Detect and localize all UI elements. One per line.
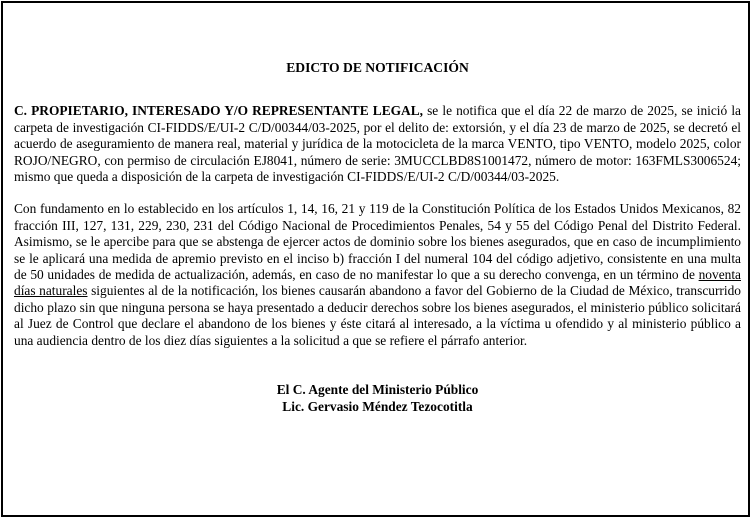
signature-block — [14, 382, 741, 416]
document-title: EDICTO DE NOTIFICACIÓN — [286, 60, 469, 75]
legal-basis-text-end: siguientes al de la notificación, los bienes causarán abandono a favor del Gobierno de la Ciudad de México, transcurrido dicho plazo sin que ninguna persona se haya presentado a deducir derechos sobre los bienes asegurados, el ministerio público solicitará al Juez de Control que declare el abandono de los bienes y éste citará al interesado, a la víctima u ofendido y al ministerio público a una audiencia dentro de los diez días siguientes a la solicitud a que se refiere el párrafo anterior. — [14, 283, 742, 348]
edict-document — [14, 60, 741, 416]
notification-text: se le notifica que el día 22 de marzo de 2025, se inició la carpeta de investigación CI-FIDDS/E/UI-2 C/D/00344/03-2025, por el delito de: extorsión, y el día 23 de marzo de 2025, se decretó el acuerdo de aseguramiento de manera real, material y jurídica de la motocicleta de la marca VENTO, tipo VENTO, modelo 2025, color ROJO/NEGRO, con permiso de circulación EJ8041, número de serie: 3MUCCLBD8S1001472, número de motor: 163FMLS3006524; mismo que queda a disposición de la carpeta de investigación CI-FIDDS/E/UI-2 C/D/00344/03-2025. — [14, 103, 741, 185]
addressee-heading: C. PROPIETARIO, INTERESADO Y/O REPRESENTANTE LEGAL, — [14, 103, 423, 119]
signer-name: Lic. Gervasio Méndez Tezocotitla — [282, 398, 473, 414]
legal-basis-paragraph — [14, 201, 741, 349]
notification-paragraph — [14, 103, 741, 185]
deadline-term: noventa días naturales — [14, 267, 741, 299]
signer-position: El C. Agente del Ministerio Público — [276, 382, 479, 398]
legal-basis-text-start: Con fundamento en lo establecido en los artículos 1, 14, 16, 21 y 119 de la Constitución Política de los Estados Unidos Mexicanos, 82 fracción III, 127, 131, 229, 230, 231 del Código Nacional de Procedimientos Penales, 54 y 55 del Código Penal del Distrito Federal. Asimismo, se le apercibe para que se abstenga de ejercer actos de dominio sobre los bienes asegurados, que en caso de incumplimiento se le aplicará una medida de apremio previsto en el inciso b) fracción I del numeral 104 del código adjetivo, consistente en una multa de 50 unidades de medida de actualización, además, en caso de no manifestar lo que a su derecho convenga, en un término de — [14, 201, 741, 283]
